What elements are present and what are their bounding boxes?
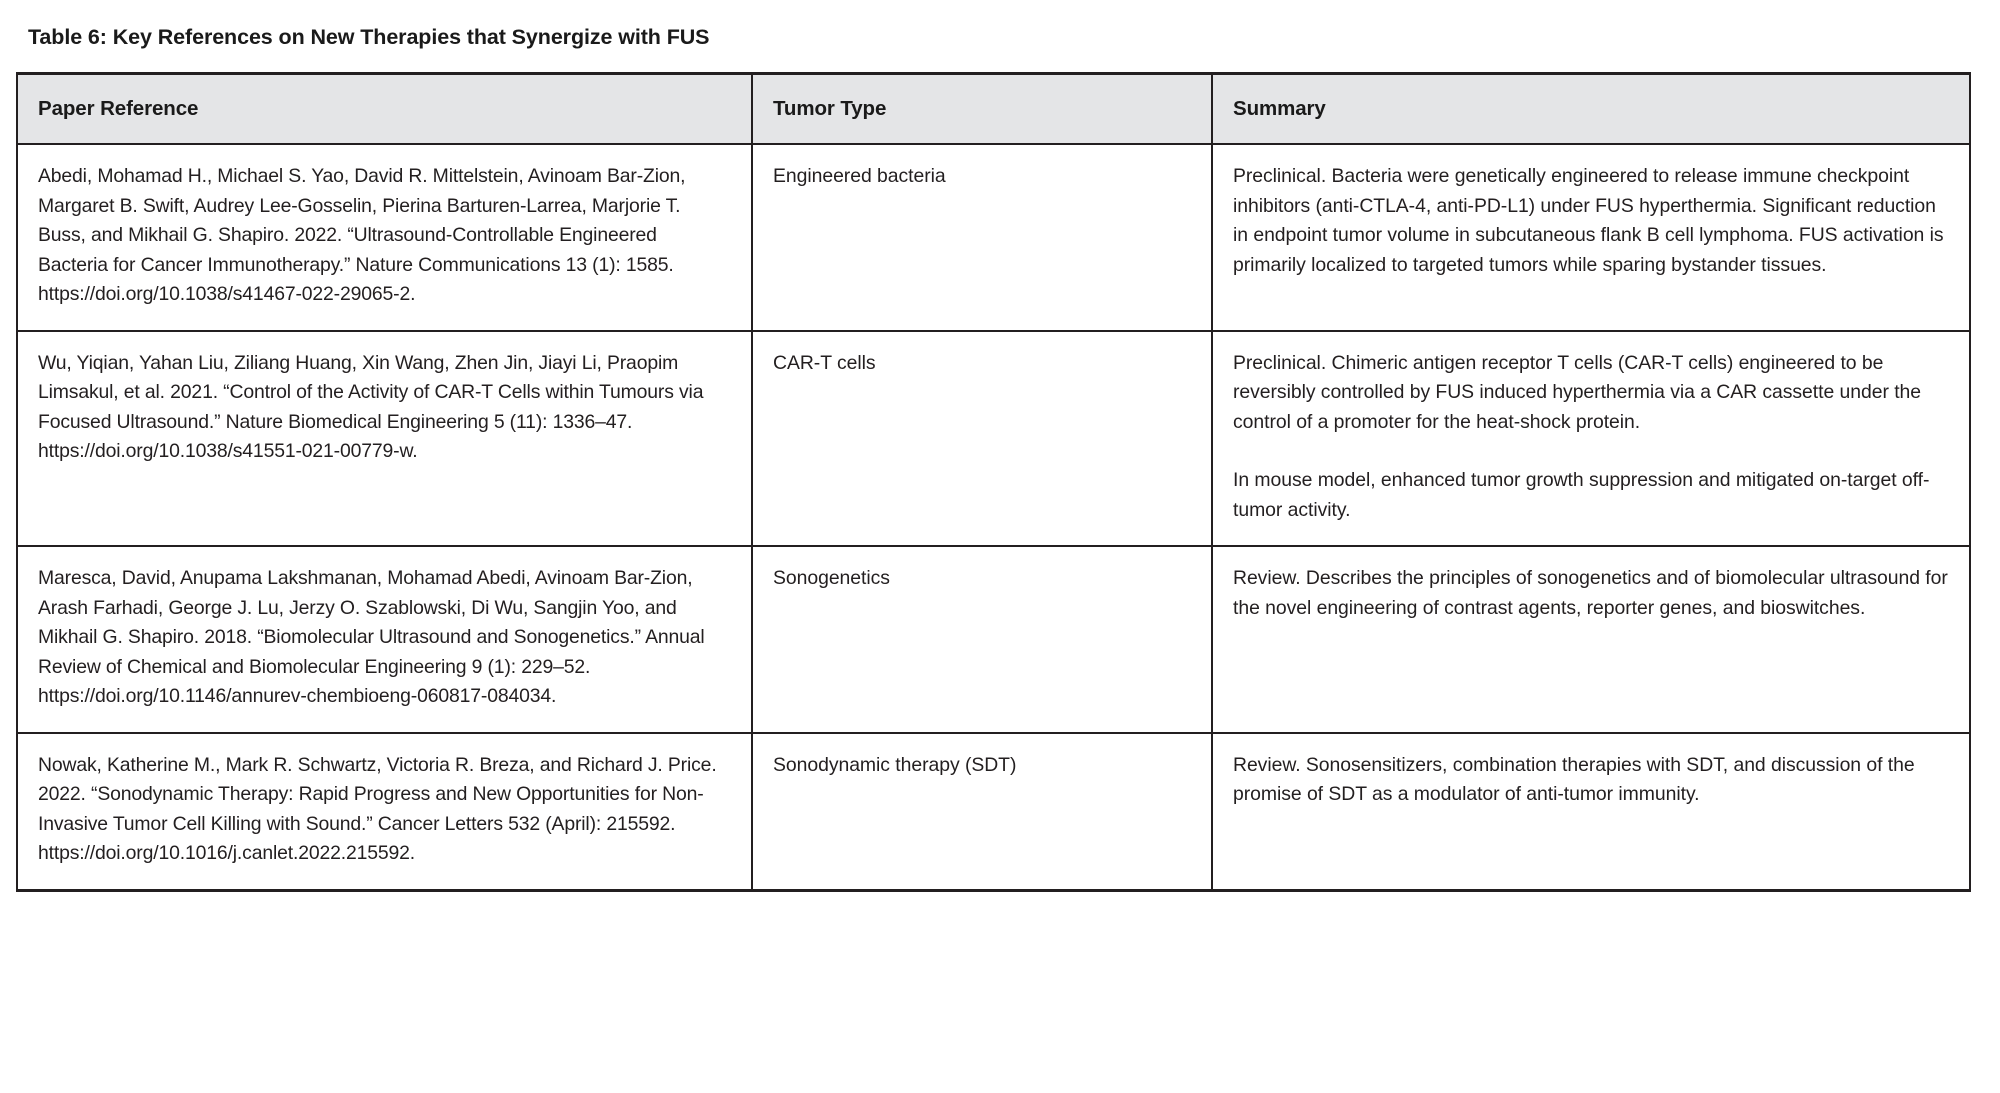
table-row — [17, 331, 1970, 547]
cell-tumor-type: CAR-T cells — [752, 331, 1212, 547]
table-header-row — [17, 74, 1970, 145]
table-row — [17, 144, 1970, 331]
cell-tumor-type: Sonogenetics — [752, 546, 1212, 733]
cell-summary — [1212, 144, 1970, 331]
cell-summary — [1212, 733, 1970, 891]
column-header-paper-reference: Paper Reference — [17, 74, 752, 145]
summary-paragraph: Review. Describes the principles of sonogenetics and of biomolecular ultrasound for the novel engineering of contrast agents, reporter genes, and bioswitches. — [1233, 567, 1948, 619]
cell-summary — [1212, 546, 1970, 733]
table-header — [17, 74, 1970, 145]
summary-paragraph: In mouse model, enhanced tumor growth suppression and mitigated on-target off-tumor activity. — [1233, 469, 1930, 521]
references-table — [16, 72, 1971, 892]
table-caption: Table 6: Key References on New Therapies that Synergize with FUS — [28, 25, 710, 49]
cell-paper-reference: Maresca, David, Anupama Lakshmanan, Mohamad Abedi, Avinoam Bar-Zion, Arash Farhadi, George J. Lu, Jerzy O. Szablowski, Di Wu, Sangjin Yoo, and Mikhail G. Shapiro. 2018. “Biomolecular Ultrasound and Sonogenetics.” Annual Review of Chemical and Biomolecular Engineering 9 (1): 229–52. https://doi.org/10.1146/annurev-chembioeng-060817-084034. — [17, 546, 752, 733]
column-header-summary: Summary — [1212, 74, 1970, 145]
cell-tumor-type: Sonodynamic therapy (SDT) — [752, 733, 1212, 891]
column-header-tumor-type: Tumor Type — [752, 74, 1212, 145]
summary-paragraph: Review. Sonosensitizers, combination therapies with SDT, and discussion of the promise of SDT as a modulator of anti-tumor immunity. — [1233, 753, 1915, 805]
summary-paragraph: Preclinical. Chimeric antigen receptor T cells (CAR-T cells) engineered to be reversibly controlled by FUS induced hyperthermia via a CAR cassette under the control of a promoter for the heat-shock protein. — [1233, 351, 1922, 433]
cell-paper-reference: Abedi, Mohamad H., Michael S. Yao, David R. Mittelstein, Avinoam Bar-Zion, Margaret B. Swift, Audrey Lee-Gosselin, Pierina Barturen-Larrea, Marjorie T. Buss, and Mikhail G. Shapiro. 2022. “Ultrasound-Controllable Engineered Bacteria for Cancer Immunotherapy.” Nature Communications 13 (1): 1585. https://doi.org/10.1038/s41467-022-29065-2. — [17, 144, 752, 331]
cell-paper-reference: Nowak, Katherine M., Mark R. Schwartz, Victoria R. Breza, and Richard J. Price. 2022. “Sonodynamic Therapy: Rapid Progress and New Opportunities for Non-Invasive Tumor Cell Killing with Sound.” Cancer Letters 532 (April): 215592. https://doi.org/10.1016/j.canlet.2022.215592. — [17, 733, 752, 891]
table-row — [17, 733, 1970, 891]
table-row — [17, 546, 1970, 733]
cell-tumor-type: Engineered bacteria — [752, 144, 1212, 331]
table-container — [16, 72, 1969, 892]
cell-summary — [1212, 331, 1970, 547]
summary-paragraph: Preclinical. Bacteria were genetically engineered to release immune checkpoint inhibitors (anti-CTLA-4, anti-PD-L1) under FUS hyperthermia. Significant reduction in endpoint tumor volume in subcutaneous flank B cell lymphoma. FUS activation is primarily localized to targeted tumors while sparing bystander tissues. — [1233, 165, 1944, 276]
cell-paper-reference: Wu, Yiqian, Yahan Liu, Ziliang Huang, Xin Wang, Zhen Jin, Jiayi Li, Praopim Limsakul, et al. 2021. “Control of the Activity of CAR-T Cells within Tumours via Focused Ultrasound.” Nature Biomedical Engineering 5 (11): 1336–47. https://doi.org/10.1038/s41551-021-00779-w. — [17, 331, 752, 547]
table-body — [17, 144, 1970, 890]
